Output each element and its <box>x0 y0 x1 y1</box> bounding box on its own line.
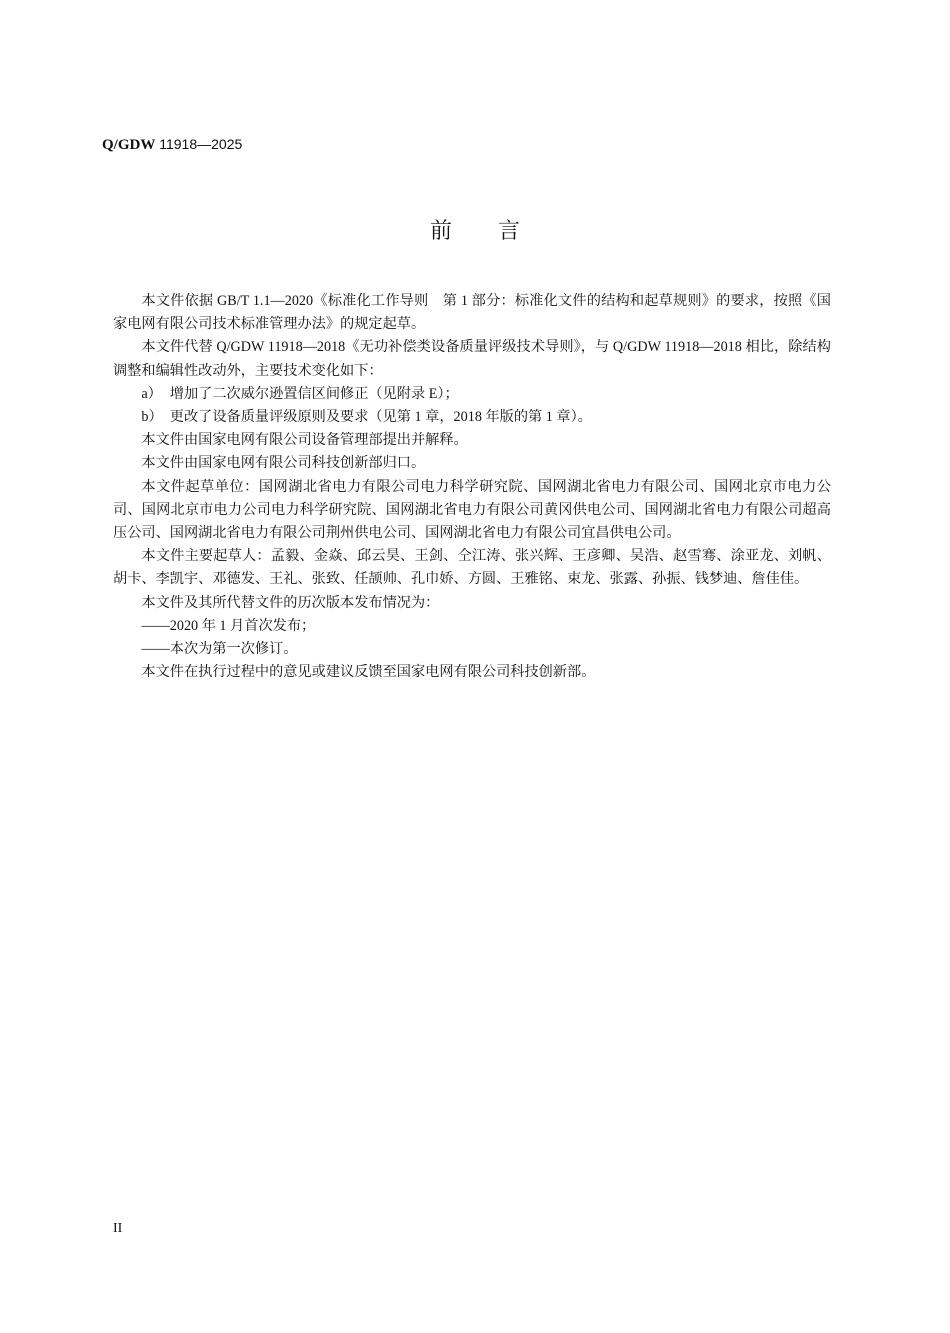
foreword-body <box>113 290 831 684</box>
paragraph-proposer: 本文件由国家电网有限公司设备管理部提出并解释。 <box>141 432 468 449</box>
paragraph-drafters: 本文件主要起草人：孟毅、金焱、邱云昊、王剑、仝江涛、张兴辉、王彦卿、吴浩、赵雪骞、涂亚龙、刘帆、胡卡、李凯宇、邓德发、王礼、张致、任颉帅、孔巾娇、方圆、王雅铭、束龙、张露、孙振、钱梦迪、詹佳佳。 <box>113 548 831 588</box>
change-text: 更改了设备质量评级原则及要求（见第 1 章，2018 年版的第 1 章）。 <box>169 409 592 426</box>
list-marker: a） <box>141 385 162 402</box>
change-text: 增加了二次威尔逊置信区间修正（见附录 E）； <box>169 385 459 402</box>
paragraph-history-intro: 本文件及其所代替文件的历次版本发布情况为： <box>141 594 440 611</box>
paragraph-basis: 本文件依据 GB/T 1.1—2020《标准化工作导则 第 1 部分：标准化文件的结构和起草规则》的要求，按照《国家电网有限公司技术标准管理办法》的规定起草。 <box>113 293 831 333</box>
paragraph-feedback: 本文件在执行过程中的意见或建议反馈至国家电网有限公司科技创新部。 <box>141 664 596 681</box>
document-code-prefix: Q/GDW <box>102 137 156 153</box>
paragraph-replacement: 本文件代替 Q/GDW 11918—2018《无功补偿类设备质量评级技术导则》，与 Q/GDW 11918—2018 相比，除结构调整和编辑性改动外，主要技术变化如下： <box>113 339 831 379</box>
page-number: II <box>113 1221 123 1236</box>
document-code-number: 11918—2025 <box>155 136 243 152</box>
document-code <box>102 136 242 154</box>
history-item-2: ——本次为第一次修订。 <box>141 641 298 658</box>
change-item-b <box>113 406 831 429</box>
paragraph-drafting-units: 本文件起草单位：国网湖北省电力有限公司电力科学研究院、国网湖北省电力有限公司、国网北京市电力公司、国网北京市电力公司电力科学研究院、国网湖北省电力有限公司黄冈供电公司、国网湖北省电力有限公司超高压公司、国网湖北省电力有限公司荆州供电公司、国网湖北省电力有限公司宜昌供电公司。 <box>113 478 831 542</box>
paragraph-owner: 本文件由国家电网有限公司科技创新部归口。 <box>141 455 426 472</box>
history-item-1: ——2020 年 1 月首次发布； <box>141 617 316 634</box>
list-marker: b） <box>141 409 163 426</box>
change-item-a <box>113 383 831 406</box>
page-title: 前言 <box>429 219 566 244</box>
